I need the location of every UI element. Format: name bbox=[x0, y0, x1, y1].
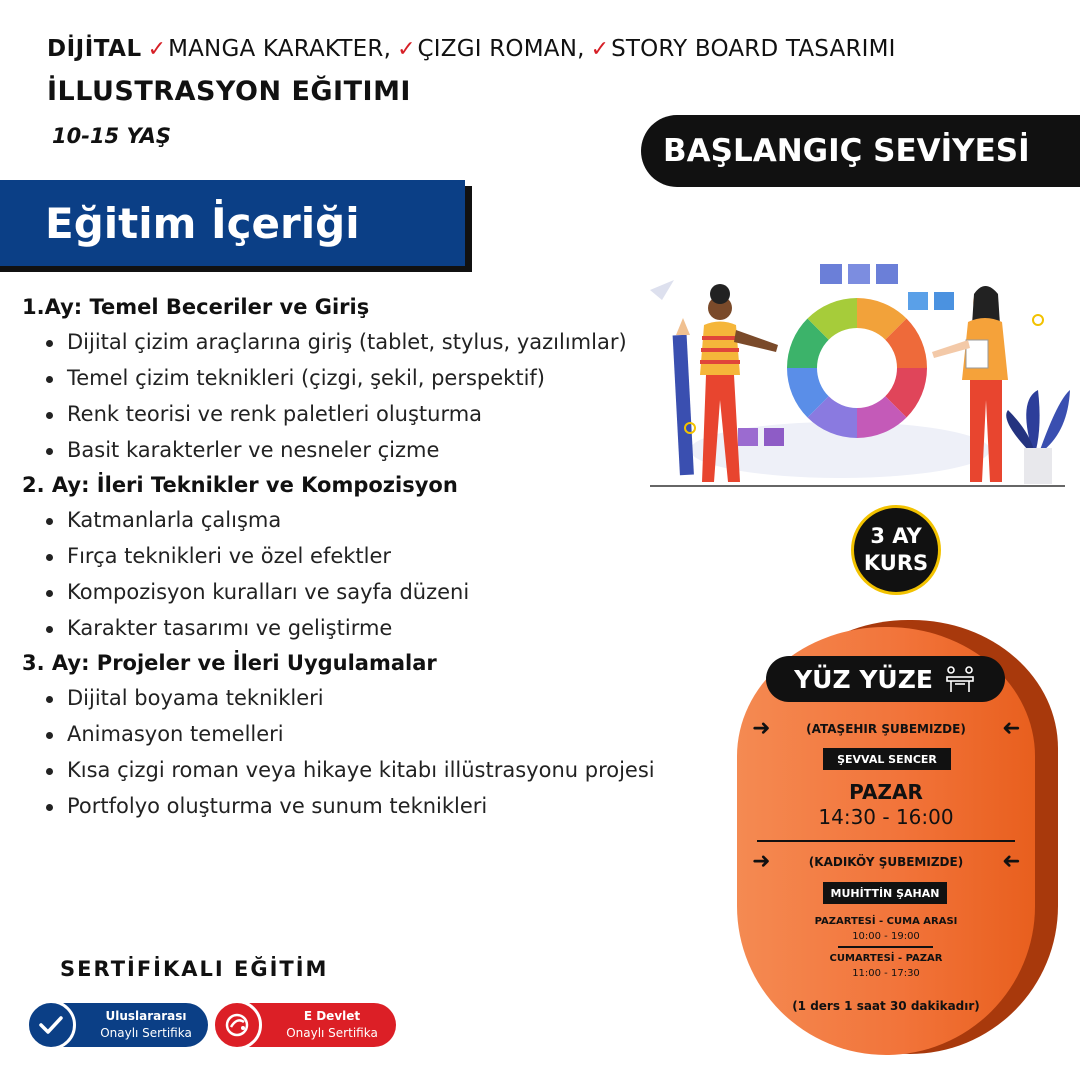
list-item: Dijital çizim araçlarına giriş (tablet, stylus, yazılımlar) bbox=[22, 324, 722, 360]
header-digital: DİJİTAL bbox=[47, 36, 142, 62]
divider bbox=[757, 840, 1015, 842]
classroom-icon bbox=[943, 664, 977, 694]
cert2-line2: Onaylı Sertifika bbox=[286, 1026, 378, 1040]
branch-1-time: 14:30 - 16:00 bbox=[818, 805, 954, 829]
branch-1-name: (ATAŞEHIR ŞUBEMIZDE) bbox=[806, 722, 966, 736]
course-duration-line1: 3 AY bbox=[870, 524, 922, 548]
arrow-right-icon: ➜ bbox=[752, 716, 771, 741]
level-badge: BAŞLANGIÇ SEVİYESİ bbox=[641, 115, 1080, 187]
check-badge-icon bbox=[26, 1000, 76, 1050]
month-title: 2. Ay: İleri Teknikler ve Kompozisyon bbox=[22, 473, 458, 497]
branch-1-day: PAZAR bbox=[849, 780, 923, 804]
header-item-3: STORY BOARD TASARIMI bbox=[611, 36, 896, 62]
mode-badge bbox=[766, 656, 1005, 702]
edevlet-logo-icon bbox=[212, 1000, 262, 1050]
branch-2-name: (KADIKÖY ŞUBEMIZDE) bbox=[808, 855, 964, 869]
branch-2-teacher: MUHİTTİN ŞAHAN bbox=[823, 882, 947, 904]
lesson-duration-note: (1 ders 1 saat 30 dakikadır) bbox=[792, 999, 980, 1013]
check-icon: ✓ bbox=[397, 36, 416, 61]
edevlet-certificate-badge bbox=[214, 1003, 396, 1047]
branch-2-row bbox=[752, 851, 1020, 873]
branch-1-row bbox=[752, 718, 1020, 740]
certificate-title: SERTİFİKALI EĞİTİM bbox=[60, 957, 329, 981]
list-item: Katmanlarla çalışma bbox=[22, 502, 722, 538]
curriculum-list bbox=[22, 290, 722, 824]
arrow-right-icon: ➜ bbox=[752, 849, 771, 874]
list-item: Portfolyo oluşturma ve sunum teknikleri bbox=[22, 788, 722, 824]
check-icon: ✓ bbox=[590, 36, 610, 61]
cert2-line1: E Devlet bbox=[303, 1009, 361, 1023]
list-item: Kısa çizgi roman veya hikaye kitabı illüstrasyonu projesi bbox=[22, 752, 722, 788]
list-item: Animasyon temelleri bbox=[22, 716, 722, 752]
divider bbox=[838, 946, 933, 948]
list-item: Dijital boyama teknikleri bbox=[22, 680, 722, 716]
header-line-2: İLLUSTRASYON EĞITIMI bbox=[47, 76, 411, 107]
arrow-left-icon: ➜ bbox=[1001, 716, 1020, 741]
cert1-line1: Uluslararası bbox=[105, 1009, 187, 1023]
branch-2-time-2: 11:00 - 17:30 bbox=[852, 968, 920, 979]
illustration-color-wheel bbox=[640, 250, 1070, 495]
month-title: 3. Ay: Projeler ve İleri Uygulamalar bbox=[22, 651, 437, 675]
list-item: Fırça teknikleri ve özel efektler bbox=[22, 538, 722, 574]
check-icon: ✓ bbox=[147, 36, 167, 61]
list-item: Kompozisyon kuralları ve sayfa düzeni bbox=[22, 574, 722, 610]
list-item: Karakter tasarımı ve geliştirme bbox=[22, 610, 722, 646]
list-item: Temel çizim teknikleri (çizgi, şekil, perspektif) bbox=[22, 360, 722, 396]
list-item: Basit karakterler ve nesneler çizme bbox=[22, 432, 722, 468]
branch-2-days-2: CUMARTESİ - PAZAR bbox=[829, 953, 943, 964]
list-item: Renk teorisi ve renk paletleri oluşturma bbox=[22, 396, 722, 432]
mode-label: YÜZ YÜZE bbox=[794, 664, 933, 694]
arrow-left-icon: ➜ bbox=[1001, 849, 1020, 874]
month-title: 1.Ay: Temel Beceriler ve Giriş bbox=[22, 295, 370, 319]
branch-1-teacher: ŞEVVAL SENCER bbox=[823, 748, 951, 770]
international-certificate-badge bbox=[28, 1003, 208, 1047]
branch-2-time-1: 10:00 - 19:00 bbox=[852, 931, 920, 942]
header-item-2: ÇIZGI ROMAN, bbox=[417, 36, 585, 62]
cert1-line2: Onaylı Sertifika bbox=[100, 1026, 192, 1040]
course-duration-badge bbox=[851, 505, 941, 595]
section-title: Eğitim İçeriği bbox=[0, 180, 465, 266]
branch-2-days-1: PAZARTESİ - CUMA ARASI bbox=[814, 916, 958, 927]
header-item-1: MANGA KARAKTER, bbox=[168, 36, 392, 62]
age-range: 10-15 YAŞ bbox=[52, 124, 172, 148]
header-line-1 bbox=[47, 36, 896, 62]
course-duration-line2: KURS bbox=[863, 551, 929, 575]
